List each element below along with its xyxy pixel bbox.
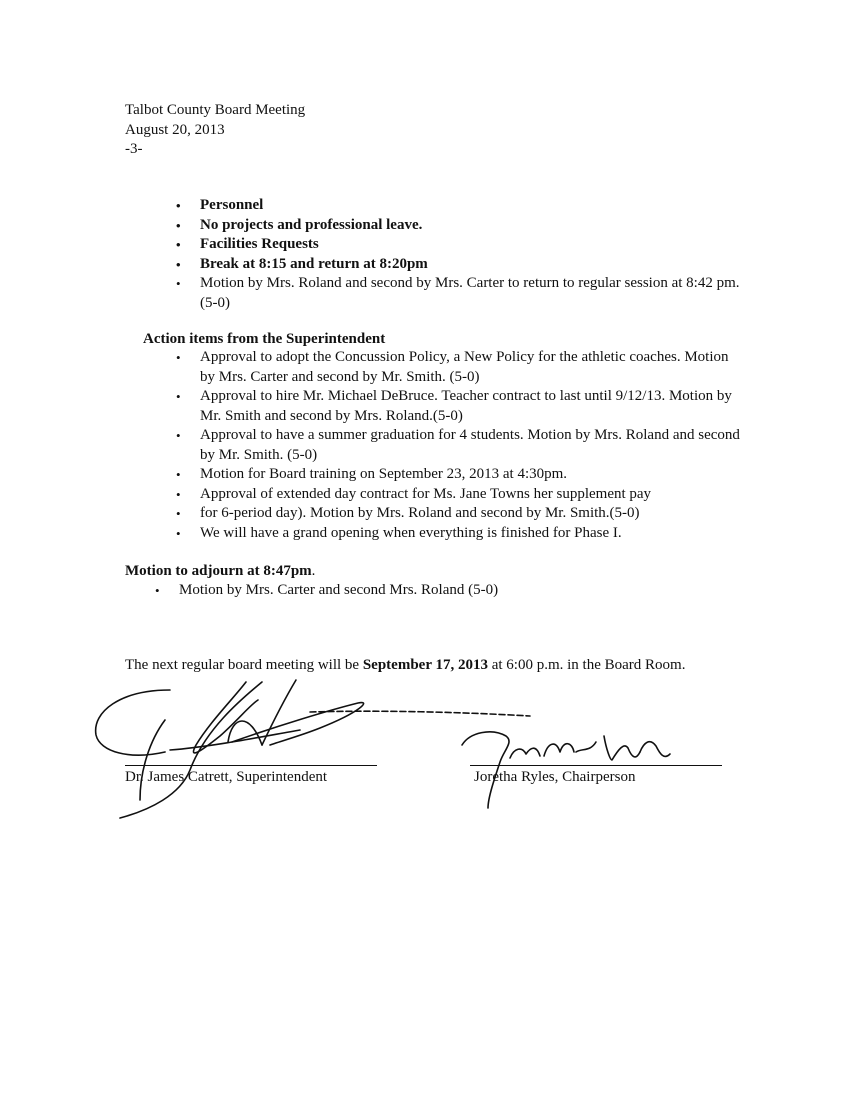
list-item-text: Approval of extended day contract for Ms. Jane Towns her supplement pay <box>200 485 652 502</box>
list-item <box>176 524 740 544</box>
header-title: Talbot County Board Meeting <box>125 102 306 118</box>
superintendent-signature-line <box>125 765 377 766</box>
next-meeting-suffix: at 6:00 p.m. in the Board Room. <box>487 657 686 673</box>
list-item <box>176 465 740 485</box>
bullet-icon: • <box>176 256 181 272</box>
list-item <box>176 387 740 426</box>
list-item-text: Approval to hire Mr. Michael DeBruce. Teacher contract to last until 9/12/13. Motion by Mr. Smith and second by Mrs. Roland.(5-0) <box>200 388 732 424</box>
action-items-list <box>176 348 740 543</box>
list-item-text: No projects and professional leave. <box>200 216 423 233</box>
chairperson-signature-line <box>470 765 722 766</box>
bullet-icon: • <box>176 467 181 482</box>
bullet-icon: • <box>176 428 181 443</box>
chairperson-signature-label: Joretha Ryles, Chairperson <box>474 769 636 785</box>
adjourn-heading <box>125 562 315 582</box>
list-item-text: We will have a grand opening when everything is finished for Phase I. <box>200 524 622 541</box>
header-date: August 20, 2013 <box>125 121 225 138</box>
next-meeting-date: September 17, 2013 <box>362 657 488 673</box>
list-item-text: Break at 8:15 and return at 8:20pm <box>200 255 428 272</box>
bullet-icon: • <box>176 217 181 233</box>
bullet-icon: • <box>155 583 160 598</box>
next-meeting-prefix: The next regular board meeting will be <box>125 657 363 673</box>
list-item-text: Motion by Mrs. Roland and second by Mrs. Carter to return to regular session at 8:42 pm. (5-0) <box>200 275 740 311</box>
bullet-icon: • <box>176 198 181 213</box>
header-page-number: -3- <box>125 141 143 157</box>
list-item <box>176 216 740 236</box>
list-item-text: Personnel <box>200 197 264 213</box>
list-item <box>176 196 740 216</box>
next-meeting-notice <box>125 656 725 676</box>
list-item-text: Motion by Mrs. Carter and second Mrs. Roland (5-0) <box>179 582 499 598</box>
list-item-text: Motion for Board training on September 23, 2013 at 4:30pm. <box>200 466 568 482</box>
bullet-icon: • <box>176 350 181 365</box>
list-item <box>176 426 740 465</box>
adjourn-list <box>155 581 739 601</box>
list-item <box>176 235 740 255</box>
list-item <box>176 504 740 524</box>
list-item <box>176 348 740 387</box>
bullet-icon: • <box>176 486 181 502</box>
list-item-text: for 6-period day). Motion by Mrs. Roland and second by Mr. Smith.(5-0) <box>200 505 640 521</box>
action-items-heading: Action items from the Superintendent <box>143 331 386 347</box>
list-item <box>176 485 740 505</box>
closed-session-list <box>176 196 740 313</box>
list-item-text: Approval to adopt the Concussion Policy, a New Policy for the athletic coaches. Motion by Mrs. Carter and second by Mr. Smith. (5-0) <box>200 349 729 385</box>
list-item <box>155 581 739 601</box>
adjourn-heading-text: Motion to adjourn at 8:47pm <box>125 563 312 579</box>
bullet-icon: • <box>176 237 181 252</box>
bullet-icon: • <box>176 506 181 521</box>
document-header <box>125 101 305 160</box>
adjourn-heading-period: . <box>311 563 316 579</box>
superintendent-signature-label: Dr. James Catrett, Superintendent <box>125 769 328 785</box>
bullet-icon: • <box>176 276 181 291</box>
bullet-icon: • <box>176 389 181 404</box>
list-item-text: Approval to have a summer graduation for 4 students. Motion by Mrs. Roland and second by Mr. Smith. (5-0) <box>200 427 740 463</box>
list-item <box>176 274 740 313</box>
list-item <box>176 255 740 275</box>
list-item-text: Facilities Requests <box>200 236 319 252</box>
bullet-icon: • <box>176 525 181 541</box>
